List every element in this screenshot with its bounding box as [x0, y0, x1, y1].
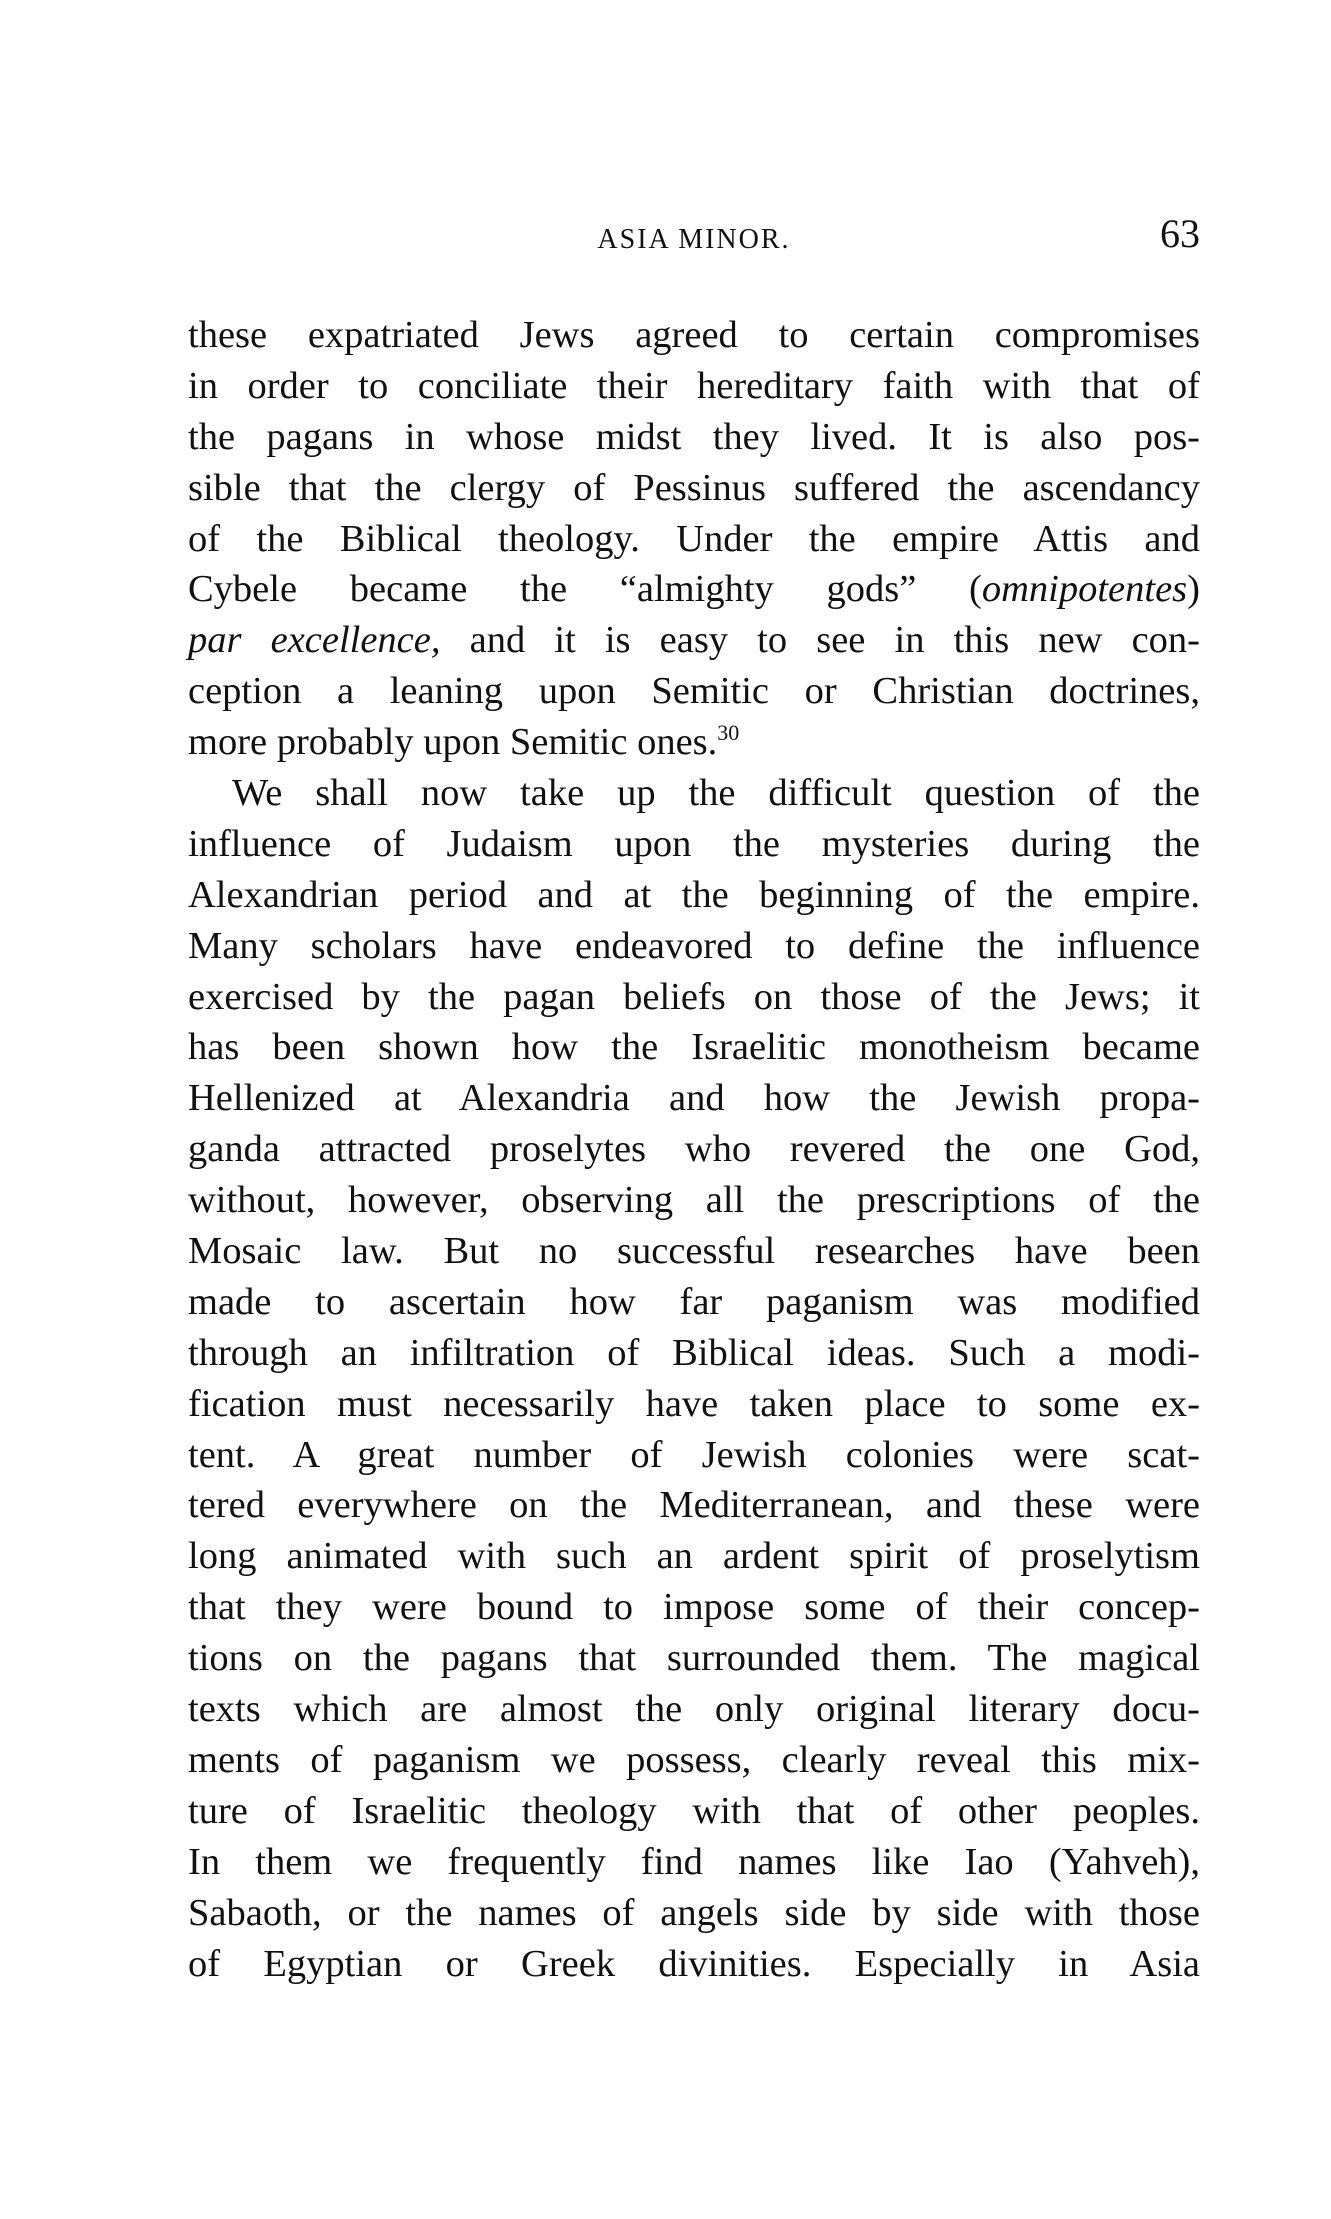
text-line: made to ascertain how far paganism was modified — [188, 1280, 1200, 1323]
text-line: influence of Judaism upon the mysteries during the — [188, 822, 1200, 865]
text-run: Cybele became the “almighty gods” ( — [188, 568, 982, 611]
text-line — [188, 717, 1200, 768]
text-line: Mosaic law. But no successful researches have been — [188, 1230, 1200, 1273]
text-line: has been shown how the Israelitic monotheism became — [188, 1026, 1200, 1069]
text-run: and it is easy to see in this new con- — [440, 619, 1200, 662]
text-line: the pagans in whose midst they lived. It is also pos- — [188, 415, 1200, 458]
paragraph — [188, 768, 1200, 1989]
text-line: Alexandrian period and at the beginning of the empire. — [188, 873, 1200, 916]
text-line: exercised by the pagan beliefs on those of the Jews; it — [188, 975, 1200, 1018]
text-line: tions on the pagans that surrounded them. The magical — [188, 1637, 1200, 1680]
text-line: ception a leaning upon Semitic or Christian doctrines, — [188, 670, 1200, 713]
text-line: Sabaoth, or the names of angels side by side with those — [188, 1891, 1200, 1934]
text-line: these expatriated Jews agreed to certain compromises — [188, 314, 1200, 356]
text-line: ments of paganism we possess, clearly reveal this mix- — [188, 1738, 1200, 1781]
text-line: We shall now take up the difficult question of the — [232, 772, 1200, 815]
text-line: fication must necessarily have taken place to some ex- — [188, 1382, 1200, 1425]
footnote-marker: 30 — [717, 720, 740, 746]
text-line: Hellenized at Alexandria and how the Jewish propa- — [188, 1077, 1200, 1120]
text-line: ganda attracted proselytes who revered the one God, — [188, 1128, 1200, 1171]
italic-term: par excellence, — [188, 619, 441, 662]
text-run: more probably upon Semitic ones. — [188, 721, 718, 764]
text-line: tent. A great number of Jewish colonies were scat- — [188, 1433, 1200, 1476]
text-line: of Egyptian or Greek divinities. Especially in Asia — [188, 1942, 1200, 1985]
page-number: 63 — [1160, 211, 1200, 256]
text-run: ) — [1187, 568, 1200, 611]
running-title: ASIA MINOR. — [597, 224, 791, 255]
text-line: without, however, observing all the prescriptions of the — [188, 1179, 1200, 1222]
text-line — [188, 615, 1200, 666]
text-line: tered everywhere on the Mediterranean, and these were — [188, 1484, 1200, 1527]
text-line: in order to conciliate their hereditary faith with that of — [188, 364, 1200, 407]
text-line: texts which are almost the only original literary docu- — [188, 1688, 1200, 1731]
text-line: of the Biblical theology. Under the empire Attis and — [188, 517, 1200, 560]
text-line: through an infiltration of Biblical ideas. Such a modi- — [188, 1331, 1200, 1374]
text-line: that they were bound to impose some of their concep- — [188, 1586, 1200, 1629]
text-line: ture of Israelitic theology with that of other peoples. — [188, 1789, 1200, 1832]
italic-term: omnipotentes — [981, 568, 1188, 611]
text-line — [188, 564, 1200, 615]
body-text — [188, 310, 1200, 1989]
text-line: In them we frequently find names like Iao (Yahveh), — [188, 1840, 1200, 1883]
text-line: Many scholars have endeavored to define the influence — [188, 924, 1200, 967]
paragraph — [188, 310, 1200, 768]
running-head — [188, 206, 1200, 266]
text-line: long animated with such an ardent spirit of proselytism — [188, 1535, 1200, 1578]
text-line: sible that the clergy of Pessinus suffered the ascendancy — [188, 466, 1200, 509]
